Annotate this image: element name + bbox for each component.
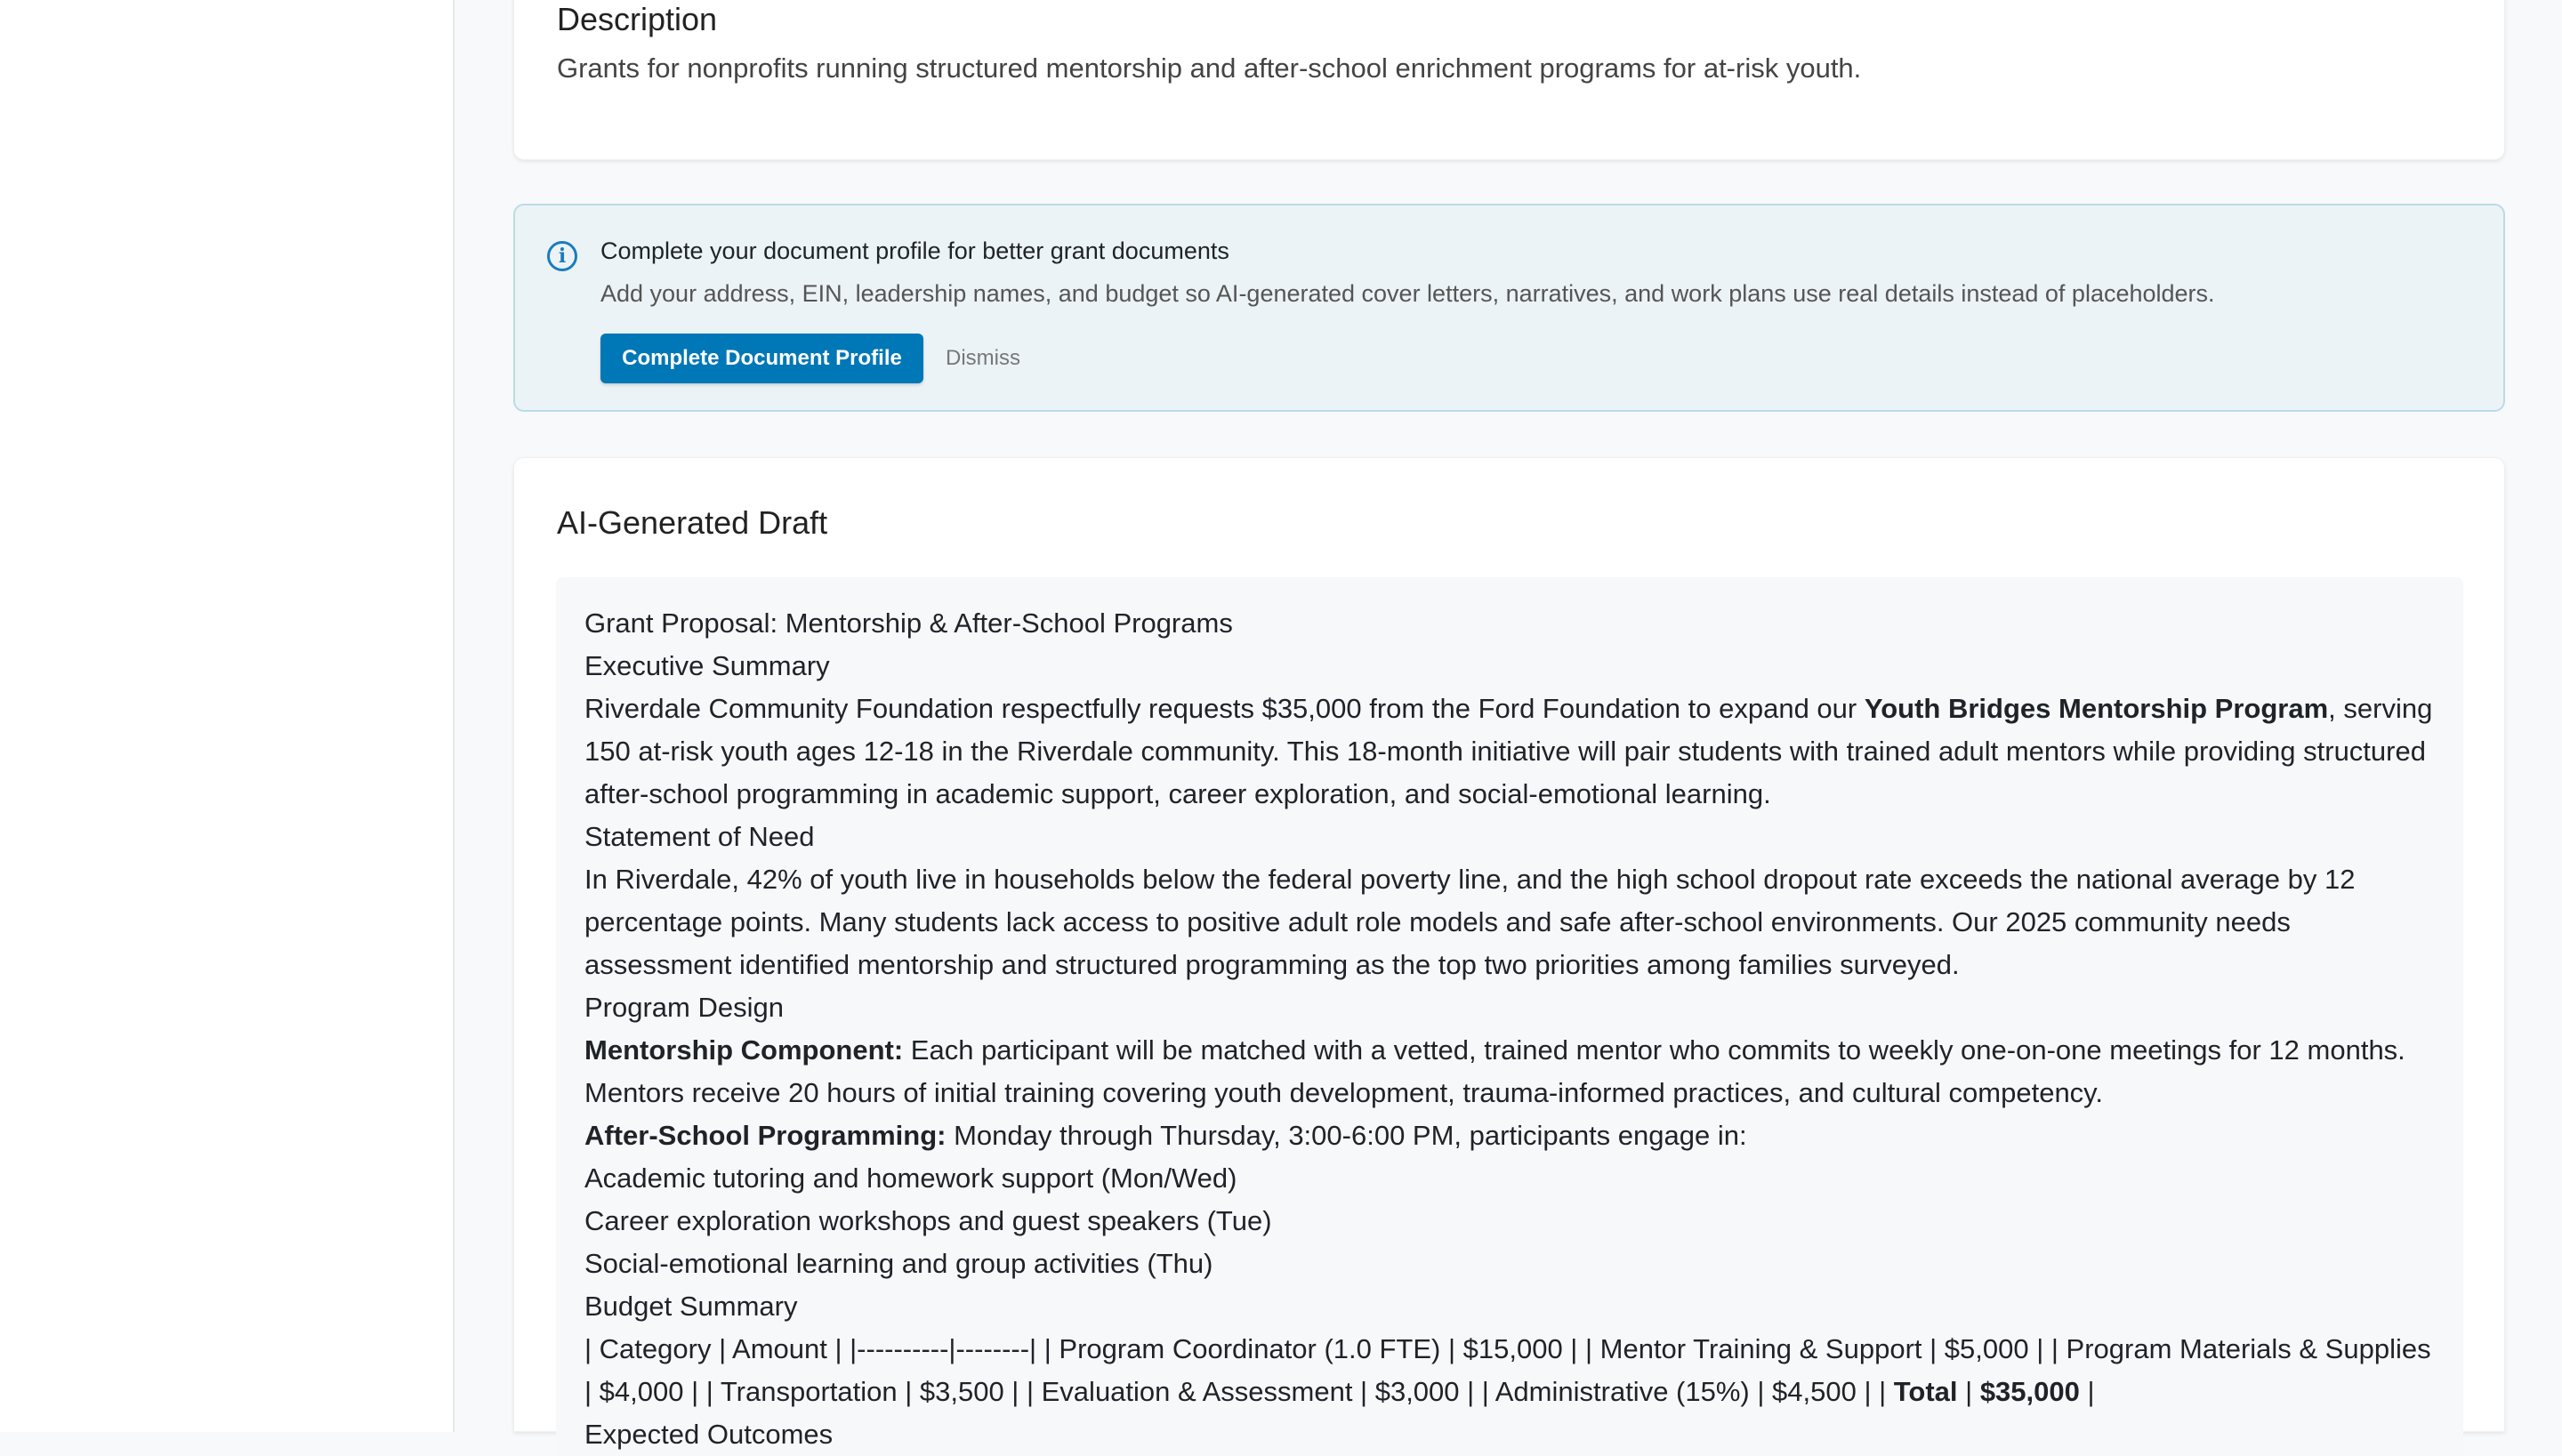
bold-text: Mentorship Component: [584, 1034, 904, 1066]
list-item: Academic tutoring and homework support (Mon/Wed) [584, 1162, 1237, 1194]
draft-card [513, 457, 2505, 1450]
list-item: Social-emotional learning and group activities (Thu) [584, 1248, 1213, 1279]
text: Each participant will be matched with a vetted, trained mentor who commits to weekly one-on-one meetings for 12 months. Mentors receive 20 hours of initial training covering youth development, trauma-informed practices, and cultural competency. [584, 1034, 2405, 1108]
paragraph [584, 1114, 2435, 1157]
description-card [513, 0, 2505, 160]
draft-title: Grant Proposal: Mentorship & After-School Programs [584, 607, 1233, 639]
bold-text: After-School Programming: [584, 1120, 947, 1151]
draft-heading: AI-Generated Draft [557, 504, 828, 541]
paragraph [584, 688, 2435, 816]
text: Monday through Thursday, 3:00-6:00 PM, participants engage in: [946, 1120, 1747, 1151]
paragraph [584, 1029, 2435, 1114]
sidebar [0, 0, 455, 1432]
text: | Category | Amount | |----------|--------| | Program Coordinator (1.0 FTE) | $15,000 | | Mentor Training & Support | $5,000 | | Program Materials & Supplies | $4,000 | | Transportation | $3,500 | | Evaluation & Assessment | $3,000 | | Administrative (15%) | $4,500 | | [584, 1333, 2431, 1407]
complete-document-profile-button[interactable]: Complete Document Profile [600, 334, 923, 383]
info-icon: i [547, 241, 577, 271]
section-heading: Budget Summary [584, 1291, 798, 1322]
profile-banner [513, 204, 2505, 412]
section-heading: Program Design [584, 992, 784, 1023]
bold-text: Total [1893, 1376, 1958, 1407]
section-heading: Executive Summary [584, 650, 830, 681]
section-heading: Expected Outcomes [584, 1419, 834, 1450]
dismiss-button[interactable]: Dismiss [946, 346, 1020, 370]
description-text: Grants for nonprofits running structured mentorship and after-school enrichment programs for at-risk youth. [557, 52, 1862, 84]
bold-text: $35,000 [1979, 1376, 2080, 1407]
list-item: Career exploration workshops and guest speakers (Tue) [584, 1205, 1272, 1236]
banner-title: Complete your document profile for better grant documents [600, 237, 1229, 264]
section-heading: Statement of Need [584, 821, 815, 852]
draft-content [556, 577, 2463, 1456]
paragraph: In Riverdale, 42% of youth live in households below the federal poverty line, and the high school dropout rate exceeds the national average by 12 percentage points. Many students lack access to positive adult role models and safe after-school environments. Our 2025 community needs assessment identified mentorship and structured programming as the top two priorities among families surveyed. [584, 864, 2356, 980]
description-heading: Description [557, 1, 718, 37]
bold-text: Youth Bridges Mentorship Program [1864, 693, 2329, 724]
banner-subtitle: Add your address, EIN, leadership names, and budget so AI-generated cover letters, narratives, and work plans use real details instead of placeholders. [600, 280, 2215, 307]
text: | [2079, 1376, 2095, 1407]
text: , serving 150 at-risk youth ages 12-18 in the Riverdale community. This 18-month initiative will pair students with trained adult mentors while providing structured after-school programming in academic support, career exploration, and social-emotional learning. [584, 693, 2433, 809]
text: Riverdale Community Foundation respectfully requests $35,000 from the Ford Foundation to expand our [584, 693, 1865, 724]
budget-table-text [584, 1328, 2435, 1413]
text: | [1957, 1376, 1980, 1407]
